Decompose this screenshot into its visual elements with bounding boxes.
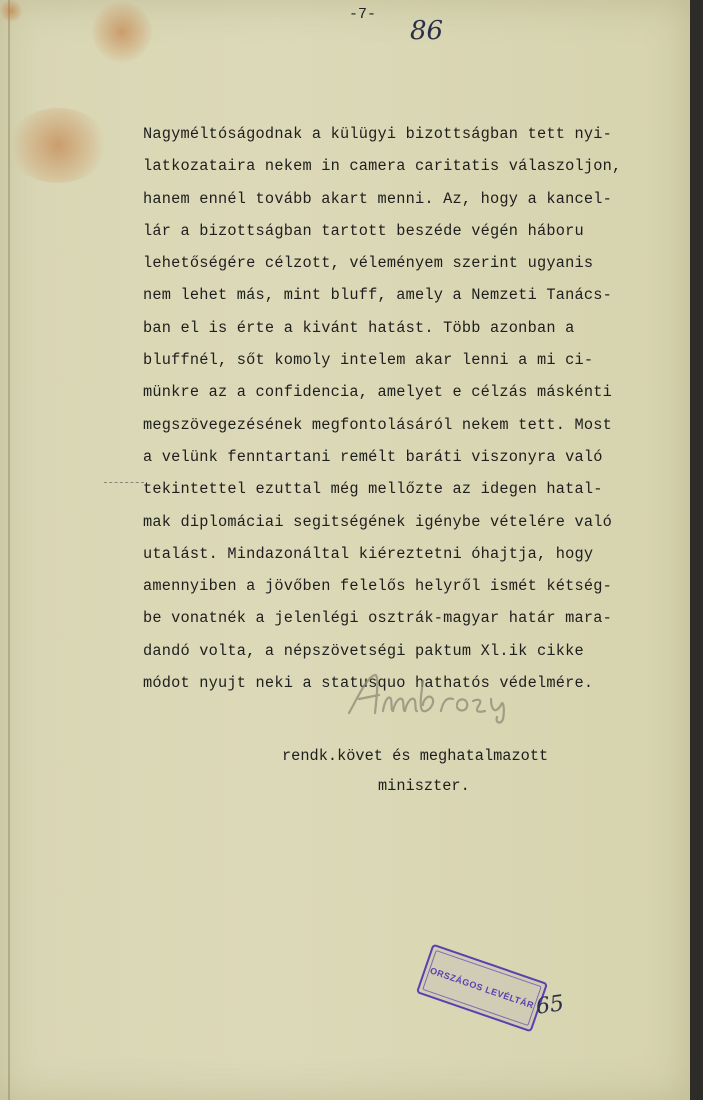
rust-stain-top [92, 2, 152, 62]
signature-title-line: miniszter. [378, 777, 470, 795]
body-line: dandó volta, a népszövetségi paktum Xl.ik cikke [143, 641, 584, 660]
letter-body [143, 118, 703, 699]
body-line: a velünk fenntartani remélt baráti viszonyra való [143, 447, 603, 466]
body-line: lehetőségére célzott, véleményem szerint ugyanis [143, 254, 594, 273]
stamp-number: 65 [534, 991, 566, 1020]
body-line: bluffnél, sőt komoly intelem akar lenni a mi ci- [143, 351, 594, 370]
archive-stamp: ORSZÁGOS LEVÉLTÁR [416, 944, 548, 1033]
margin-mark [104, 482, 144, 484]
body-line: módot nyujt neki a statusquo hathatós védelmére. [143, 674, 594, 693]
body-line: amennyiben a jövőben felelős helyről ismét kétség- [143, 577, 612, 596]
rust-stain-small [0, 0, 22, 22]
page-fold [8, 0, 10, 1100]
body-line: megszövegezésének megfontolásáról nekem tett. Most [143, 415, 612, 434]
body-line: mak diplomáciai segitségének igénybe vételére való [143, 512, 612, 531]
body-line: tekintettel ezuttal még mellőzte az idegen hatal- [143, 480, 603, 499]
body-line: nem lehet más, mint bluff, amely a Nemzeti Tanács- [143, 286, 612, 305]
body-line: Nagyméltóságodnak a külügyi bizottságban tett nyi- [143, 125, 612, 143]
page-number: -7- [349, 6, 377, 23]
handwritten-signature [345, 665, 550, 725]
body-line: utalást. Mindazonáltal kiéreztetni óhajtja, hogy [143, 544, 594, 563]
body-line: ban el is érte a kivánt hatást. Több azonban a [143, 318, 575, 337]
rust-stain-left [8, 108, 108, 183]
signature-title-line: rendk.követ és meghatalmazott [282, 747, 549, 765]
signature-title [282, 741, 622, 801]
folio-number: 86 [410, 16, 444, 46]
body-line: hanem ennél tovább akart menni. Az, hogy a kancel- [143, 189, 612, 208]
scan-edge [690, 0, 703, 1100]
body-line: latkozataira nekem in camera caritatis válaszoljon, [143, 157, 622, 176]
body-line: münkre az a confidencia, amelyet e célzás máskénti [143, 383, 612, 402]
body-line: be vonatnék a jelenlégi osztrák-magyar határ mara- [143, 609, 612, 628]
body-line: lár a bizottságban tartott beszéde végén háboru [143, 221, 584, 240]
